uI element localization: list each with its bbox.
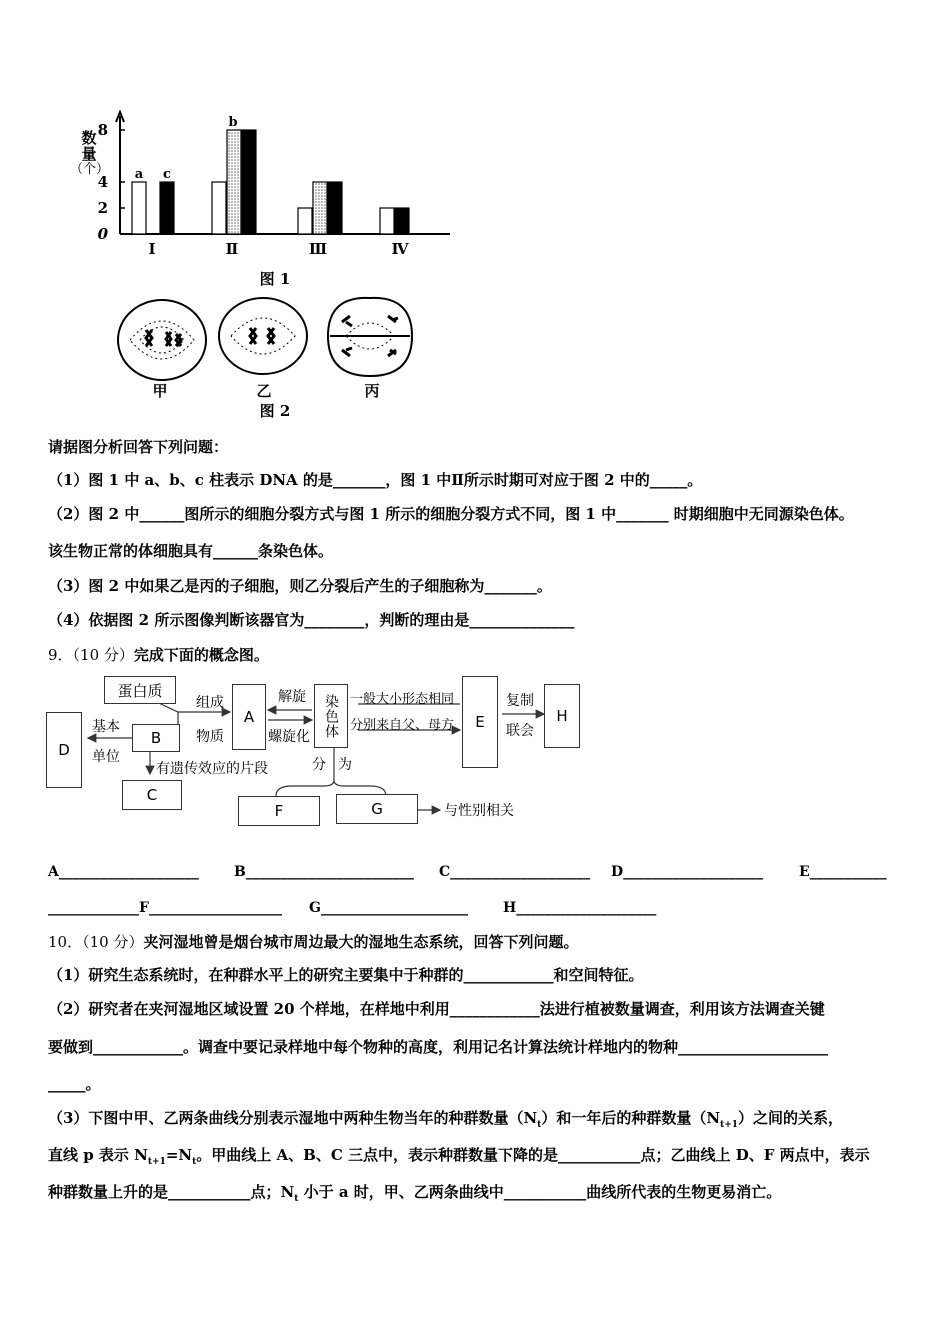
bar-c-0	[160, 182, 174, 234]
q9-answers-row-1	[48, 862, 887, 882]
label-substance: 物质	[196, 729, 224, 745]
box-H: H	[544, 684, 580, 748]
x-tick-label: Ⅱ	[225, 240, 239, 258]
figure-2	[110, 292, 430, 392]
bar-label-a: a	[134, 167, 144, 182]
bar-label-b: b	[228, 115, 238, 130]
figure-1-chart	[60, 108, 470, 288]
label-synapsis: 联会	[506, 723, 534, 739]
cell-jia	[118, 300, 206, 380]
box-G: G	[336, 794, 418, 824]
cell-bing	[328, 298, 412, 376]
box-C: C	[122, 780, 182, 810]
answer-F: F___________________	[139, 900, 282, 916]
answer-E: E___________	[799, 864, 887, 880]
y-tick-label: 0	[97, 225, 108, 243]
box-D: D	[46, 712, 82, 788]
q10-number: 10．	[48, 933, 83, 951]
q10-score: （10 分）	[82, 933, 144, 951]
q9-heading	[48, 645, 269, 665]
q10-title: 夹河湿地曾是烟台城市周边最大的湿地生态系统，回答下列问题。	[143, 933, 579, 951]
figure-2-cells	[110, 292, 430, 392]
bar-b-2	[313, 182, 327, 234]
label-compose: 组成	[196, 695, 224, 711]
q9-score: （10 分）	[72, 646, 134, 664]
q8-part-2a: （2）图 2 中______图所示的细胞分裂方式与图 1 所示的细胞分裂方式不同，图 1 中_______ 时期细胞中无同源染色体。	[48, 505, 854, 523]
q10-part-2a: （2）研究者在夹河湿地区域设置 20 个样地，在样地中利用____________法进行植被数量调查，利用该方法调查关键	[48, 1000, 825, 1018]
q8-part-4: （4）依据图 2 所示图像判断该器官为________，判断的理由是______________	[48, 611, 575, 629]
q10-part-3c: 种群数量上升的是___________点；$N_t$ 小于 a 时，甲、乙两条曲线中___________曲线所代表的生物更易消亡。	[48, 1183, 782, 1204]
bar-c-2	[328, 182, 342, 234]
cell-label-bing: 丙	[364, 382, 380, 400]
bar-label-c: c	[163, 167, 171, 182]
bar-c-1	[242, 130, 256, 234]
q9-title: 完成下面的概念图。	[133, 646, 269, 664]
bar-b-1	[227, 130, 241, 234]
q10-part-2c: _____。	[48, 1075, 101, 1093]
fig1-y-axis-label: 数 量 （个）	[70, 129, 110, 177]
q8-intro: 请据图分析回答下列问题：	[48, 438, 229, 456]
label-unwind: 解旋	[278, 689, 306, 705]
q10-part-3b: 直线 p 表示 $N_{t+1}=N_t$。甲曲线上 A、B、C 三点中，表示种群数量下降的是___________点；乙曲线上 D、F 两点中，表示	[48, 1146, 870, 1167]
cell-yi	[219, 298, 307, 374]
box-B: B	[132, 724, 180, 752]
label-gene-fragment: 有遗传效应的片段	[156, 761, 268, 777]
q10-part-2b: 要做到____________。调查中要记录样地中每个物种的高度，利用记名计算法统计样地内的物种____________________	[48, 1038, 829, 1056]
box-protein: 蛋白质	[104, 676, 176, 704]
bar-a-1	[212, 182, 226, 234]
figure-1	[60, 108, 470, 288]
bar-c-3	[395, 208, 409, 234]
q10-part-3a: （3）下图中甲、乙两条曲线分别表示湿地中两种生物当年的种群数量$(N_t)$和一年后的种群数量$(N_{t+1})$之间的关系，	[48, 1109, 844, 1130]
x-tick-label: Ⅰ	[148, 240, 156, 258]
concept-map	[40, 670, 600, 830]
answer-D: D____________________	[611, 864, 764, 880]
q9-number: 9．	[48, 646, 73, 664]
answer-E-cont: _____________	[48, 900, 139, 916]
label-spiral: 螺旋化	[268, 729, 310, 745]
x-tick-label: Ⅲ	[308, 240, 328, 258]
label-basic: 基本	[92, 719, 120, 735]
bar-a-0	[132, 182, 146, 234]
bar-a-3	[380, 208, 394, 234]
q9-answers-row-2	[48, 898, 656, 918]
bar-a-2	[298, 208, 312, 234]
label-replicate: 复制	[506, 693, 534, 709]
answer-B: B________________________	[234, 864, 414, 880]
q8-part-2b: 该生物正常的体细胞具有______条染色体。	[48, 542, 334, 560]
label-same-shape: 一般大小形态相同	[350, 692, 455, 707]
cell-label-yi: 乙	[256, 382, 272, 400]
box-chromosome: 染色体	[314, 684, 348, 748]
label-as: 为	[338, 757, 352, 773]
label-unit: 单位	[92, 749, 120, 765]
answer-H: H____________________	[503, 900, 657, 916]
answer-G: G_____________________	[309, 900, 468, 916]
figure-2-caption: 图 2	[259, 402, 291, 420]
q10-part-1: （1）研究生态系统时，在种群水平上的研究主要集中于种群的____________和空间特征。	[48, 966, 644, 984]
label-divided: 分	[312, 757, 326, 773]
answer-A: A____________________	[48, 864, 199, 880]
y-tick-label: 2	[97, 199, 108, 217]
box-F: F	[238, 796, 320, 826]
box-E: E	[462, 676, 498, 768]
x-tick-label: Ⅳ	[391, 240, 409, 258]
q10-heading	[48, 932, 578, 952]
figure-1-caption: 图 1	[259, 270, 291, 288]
box-A: A	[232, 684, 266, 750]
y-tick-label: 8	[97, 121, 108, 139]
label-from-parents: 分别来自父、母方	[350, 718, 455, 733]
q8-part-1: （1）图 1 中 a、b、c 柱表示 DNA 的是_______，图 1 中Ⅱ所示时期可对应于图 2 中的_____。	[48, 471, 703, 489]
q8-part-3: （3）图 2 中如果乙是丙的子细胞，则乙分裂后产生的子细胞称为_______。	[48, 577, 552, 595]
answer-C: C____________________	[439, 864, 591, 880]
cell-label-jia: 甲	[152, 382, 168, 400]
y-tick-label: 4	[97, 173, 108, 191]
label-sex-related: 与性别相关	[444, 803, 514, 819]
